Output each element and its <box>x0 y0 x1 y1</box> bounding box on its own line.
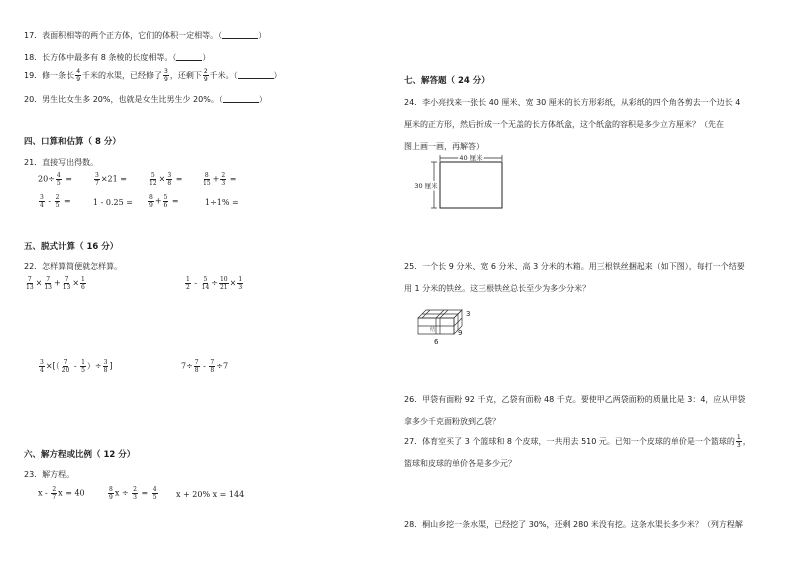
expression-22c: $\frac{3}{4}$ ×[（ $\frac{7}{20}$ - $\frac{1}{5}$ ）÷ $\frac{3}{8}$ ] <box>40 359 113 374</box>
height-label: 30 厘米 <box>414 182 438 190</box>
calc-item: $\frac{5}{12}$ × $\frac{3}{8}$ = <box>149 172 183 187</box>
dim-width-label: 9 <box>458 329 463 337</box>
section-5-title: 五、脱式计算（ 16 分） <box>24 242 119 252</box>
expression-22b: $\frac{1}{2}$ - $\frac{5}{14}$ ÷ $\frac{10}{21}$ × $\frac{1}{3}$ <box>186 276 243 291</box>
calc-item: $\frac{3}{4}$ - $\frac{2}{5}$ = <box>40 194 71 209</box>
answer-blank[interactable] <box>238 70 274 79</box>
question-28: 28．桐山乡挖一条水渠，已经挖了 30%，还剩 280 米没有挖。这条水渠长多少米？（列方程解 <box>404 520 743 529</box>
question-23: 23．解方程。 <box>24 470 75 479</box>
calc-item: 20÷ $\frac{4}{5}$ = <box>38 172 72 187</box>
svg-text:结: 结 <box>430 327 436 333</box>
expression-22d: 7÷ $\frac{7}{8}$ - $\frac{7}{8}$ ÷7 <box>181 359 229 374</box>
answer-blank[interactable] <box>222 30 258 39</box>
question-18-text: 18．长方体中最多有 8 条棱的长度相等。（ <box>24 53 177 62</box>
dim-height-label: 3 <box>466 310 471 318</box>
calc-item: $\frac{8}{15}$ + $\frac{2}{3}$ = <box>203 172 237 187</box>
equation-a: x - $\frac{2}{7}$ x = 40 <box>38 486 85 501</box>
equation-c: x + 20% x = 144 <box>176 490 245 499</box>
calc-item: $\frac{3}{7}$ ×21 = <box>95 172 127 187</box>
calc-item: 1÷1% = <box>205 198 239 207</box>
expression-22a: $\frac{7}{13}$ × $\frac{7}{13}$ + $\frac{7}{13}$ × $\frac{1}{6}$ <box>26 276 85 291</box>
width-label: 40 厘米 <box>459 154 483 162</box>
calc-item: 1 - 0.25 = <box>93 198 133 207</box>
section-6-title: 六、解方程或比例（ 12 分） <box>24 450 136 460</box>
fraction: $\frac{2}{9}$ <box>203 68 208 83</box>
question-27: 27．体育室买了 3 个篮球和 8 个皮球，一共用去 510 元。已知一个皮球的单价是一个篮球的 $\frac{1}{3}$ ， 篮球和皮球的单价各是多少元？ <box>404 434 751 468</box>
dim-length-label: 6 <box>434 338 439 346</box>
equation-b: $\frac{8}{9}$ x ÷ $\frac{2}{3}$ = $\frac{4}{5}$ <box>109 486 157 501</box>
section-7-title: 七、解答题（ 24 分） <box>404 76 490 86</box>
section-4-title: 四、口算和估算（ 8 分） <box>24 137 121 147</box>
fraction: $\frac{3}{9}$ <box>164 68 168 83</box>
answer-blank[interactable] <box>176 52 202 61</box>
question-25: 25．一个长 9 分米、宽 6 分米、高 3 分米的木箱。用三根铁丝捆起来（如下图），每打一个结要 用 1 分米的铁丝。这三根铁丝总长至少为多少分米？ <box>404 262 745 293</box>
wooden-box-diagram <box>414 302 474 346</box>
question-18: 18．长方体中最多有 8 条棱的长度相等。（ ） <box>24 53 211 62</box>
question-17: 17．表面积相等的两个正方体，它们的体积一定相等。（ ） <box>24 31 267 40</box>
question-24: 24．李小亮找来一张长 40 厘米、宽 30 厘米的长方形彩纸，从彩纸的四个角各剪去一个边长 4 厘米的正方形，然后折成一个无盖的长方体纸盒，这个纸盒的容积是多少立方厘米？（先在 图上画一画，再解答） <box>404 98 741 151</box>
fraction: $\frac{1}{3}$ <box>736 434 741 449</box>
calc-item: $\frac{8}{9}$ + $\frac{5}{6}$ = <box>149 194 179 209</box>
question-22: 22．怎样算简便就怎样算。 <box>24 262 123 271</box>
question-26: 26．甲袋有面粉 92 千克，乙袋有面粉 48 千克。要使甲乙两袋面粉的质量比是 3：4，应从甲袋 拿多少千克面粉放到乙袋？ <box>404 395 746 426</box>
answer-blank[interactable] <box>223 94 259 103</box>
question-20: 20．男生比女生多 20%，也就是女生比男生少 20%。（ ） <box>24 95 267 104</box>
question-19: 19．修一条长 $\frac{4}{9}$ 千米的水渠，已经修了 $\frac{3}{9}$ ，还剩下 $\frac{2}{9}$ 千米。（ ） <box>24 68 282 83</box>
fraction: $\frac{4}{9}$ <box>76 68 81 83</box>
rectangle-paper-diagram <box>414 150 514 215</box>
question-17-text: 17．表面积相等的两个正方体，它们的体积一定相等。（ <box>24 31 223 40</box>
question-21: 21．直接写出得数。 <box>24 158 99 167</box>
